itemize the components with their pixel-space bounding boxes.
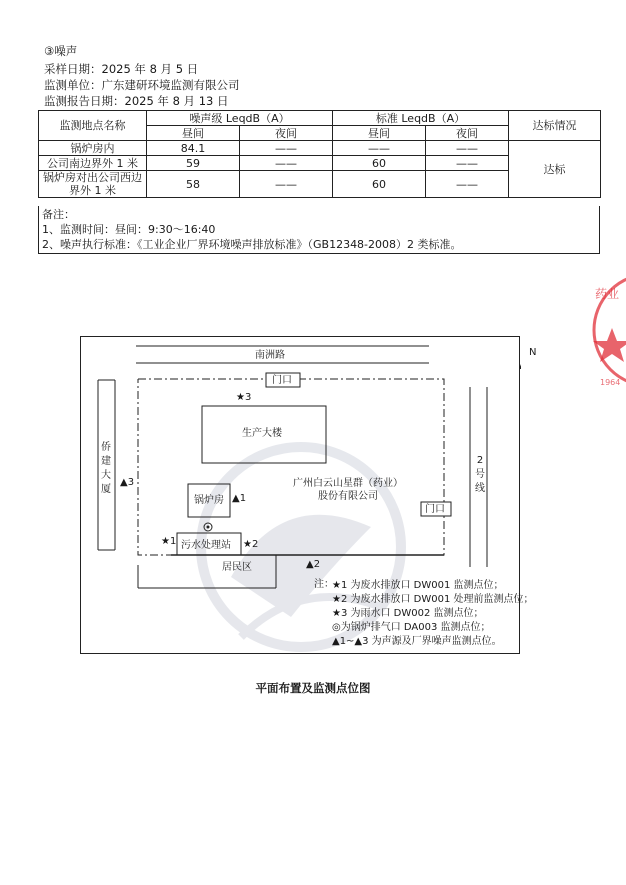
gate-right-label: 门口 [425,504,445,515]
legend-title: 注： [314,579,334,590]
svg-text:1964: 1964 [600,378,621,387]
cell-std-day: 60 [333,156,426,171]
notes-line-2: 2、噪声执行标准：《工业企业厂界环境噪声排放标准》（GB12348-2008）2 类标准。 [42,238,462,251]
section-title: ③噪声 [44,44,78,58]
cell-night: —— [240,141,333,156]
tri3-marker: ▲3 [120,477,135,488]
wastewater-station-label: 污水处理站 [181,540,231,551]
header-noise: 噪声级 LeqdB（A） [147,111,333,126]
legend-item: ★3 为雨水口 DW002 监测点位； [332,608,484,619]
table-row [39,141,601,156]
north-label: N [529,347,537,358]
header-std-day: 昼间 [333,126,426,141]
cell-location: 公司南边界外 1 米 [39,156,147,171]
production-building-label: 生产大楼 [242,428,282,439]
cell-night: —— [240,171,333,198]
legend-item: ★2 为废水排放口 DW001 处理前监测点位； [332,594,534,605]
cell-std-night: —— [426,156,509,171]
cell-day: 84.1 [147,141,240,156]
header-location: 监测地点名称 [39,111,147,141]
residential-label: 居民区 [222,562,252,573]
header-day: 昼间 [147,126,240,141]
company-seal-stamp [590,268,626,398]
qiaojian-building-label: 侨建大厦 [101,442,111,495]
cell-std-day: 60 [333,171,426,198]
cell-location: 锅炉房对出公司西边界外 1 米 [39,171,147,198]
legend-item: ◎为锅炉排气口 DA003 监测点位； [332,622,491,633]
header-standard: 标准 LeqdB（A） [333,111,509,126]
star2-marker: ★2 [243,539,259,550]
notes-title: 备注： [42,208,75,221]
header-night: 夜间 [240,126,333,141]
tri1-marker: ▲1 [232,493,247,504]
header-std-night: 夜间 [426,126,509,141]
notes-line-1: 1、监测时间：昼间：9:30～16:40 [42,223,216,236]
gate-top-label: 门口 [272,375,292,386]
tri2-marker: ▲2 [306,559,321,570]
monitoring-unit: 监测单位：广东建研环境监测有限公司 [44,78,240,92]
boiler-room-label: 锅炉房 [194,495,224,506]
site-plan-map [80,336,537,654]
star3-marker: ★3 [236,392,252,403]
header-status: 达标情况 [509,111,601,141]
cell-day: 59 [147,156,240,171]
star1-marker: ★1 [161,536,177,547]
report-date: 监测报告日期：2025 年 8 月 13 日 [44,94,229,108]
road-south-label: 南洲路 [255,350,285,361]
legend-item: ▲1~▲3 为声源及厂界噪声监测点位。 [332,636,502,647]
cell-day: 58 [147,171,240,198]
svg-text:药业: 药业 [595,287,620,301]
sampling-date: 采样日期：2025 年 8 月 5 日 [44,62,199,76]
figure-caption: 平面布置及监测点位图 [255,681,371,695]
line2-road-label: 2号线 [475,455,485,494]
company-label: 广州白云山星群（药业）股份有限公司 [293,478,403,502]
cell-std-night: —— [426,171,509,198]
cell-night: —— [240,156,333,171]
cell-location: 锅炉房内 [39,141,147,156]
cell-std-night: —— [426,141,509,156]
cell-status: 达标 [509,141,601,198]
legend-item: ★1 为废水排放口 DW001 监测点位； [332,580,504,591]
noise-table [38,110,601,198]
cell-std-day: —— [333,141,426,156]
